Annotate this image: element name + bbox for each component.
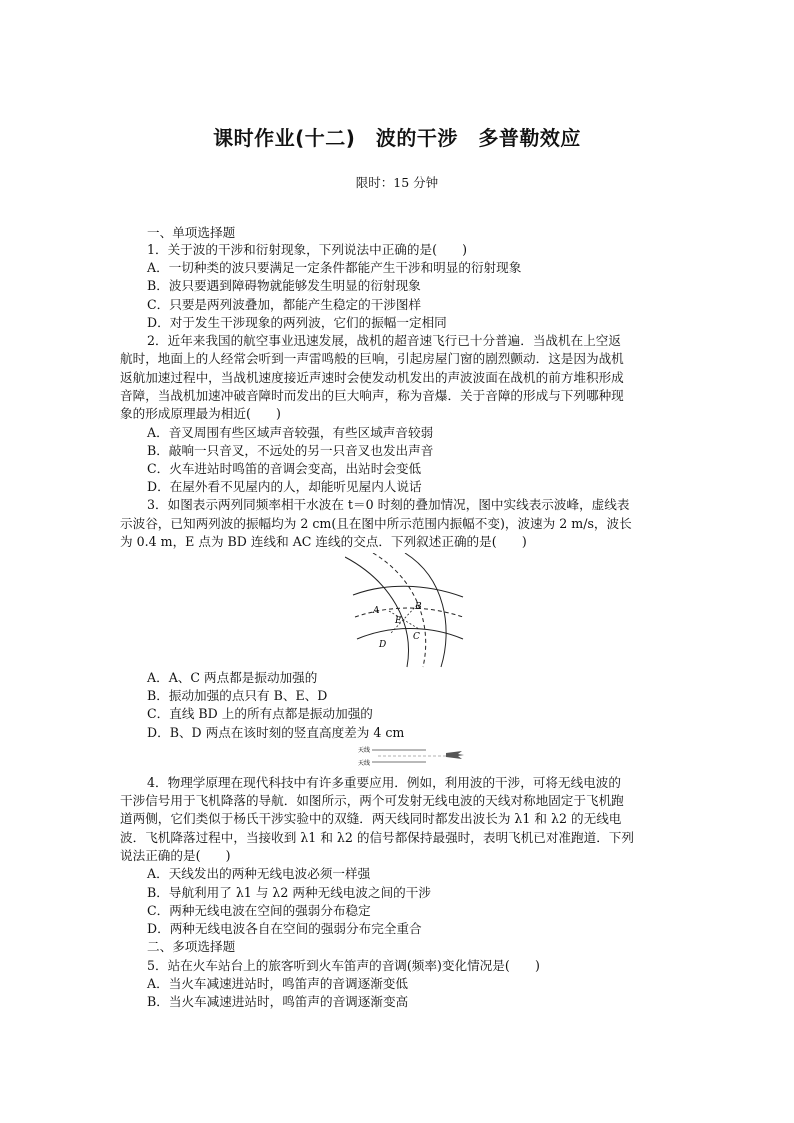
q4-stem-line-2: 干涉信号用于飞机降落的导航．如图所示，两个可发射无线电波的天线对称地固定于飞机跑 xyxy=(120,793,624,808)
q4-option-c: C．两种无线电波在空间的强弱分布稳定 xyxy=(147,903,371,918)
q3-point-b-label: B xyxy=(415,602,422,612)
q4-stem-line-3: 道两侧，它们类似于杨氏干涉实验中的双缝．两天线同时都发出波长为 λ1 和 λ2 的无线电 xyxy=(120,811,622,826)
q2-option-b: B．敲响一只音叉，不远处的另一只音叉也发出声音 xyxy=(147,443,434,458)
q3-interference-figure xyxy=(345,553,465,668)
q3-point-e-label: E xyxy=(395,616,402,626)
q1-option-b: B．波只要遇到障碍物就能够发生明显的衍射现象 xyxy=(147,278,421,293)
q4-option-b: B．导航利用了 λ1 与 λ2 两种无线电波之间的干涉 xyxy=(147,885,431,900)
q1-stem: 1．关于波的干涉和衍射现象，下列说法中正确的是( ) xyxy=(147,242,468,257)
q3-option-a: A．A、C 两点都是振动加强的 xyxy=(147,670,318,685)
q4-antenna-top-label: 天线 xyxy=(358,747,371,754)
section-heading-single: 一、单项选择题 xyxy=(147,225,236,240)
q5-option-a: A．当火车减速进站时，鸣笛声的音调逐渐变低 xyxy=(147,976,408,991)
q1-option-a: A．一切种类的波只要满足一定条件都能产生干涉和明显的衍射现象 xyxy=(147,260,522,275)
section-heading-multi: 二、多项选择题 xyxy=(147,939,236,954)
q2-stem-line-5: 象的形成原理最为相近( ) xyxy=(120,406,281,421)
q5-option-b: B．当火车减速进站时，鸣笛声的音调逐渐变高 xyxy=(147,994,409,1009)
q3-stem-line-3: 为 0.4 m，E 点为 BD 连线和 AC 连线的交点．下列叙述正确的是( ) xyxy=(120,534,527,549)
q4-stem-line-4: 波．飞机降落过程中，当接收到 λ1 和 λ2 的信号都保持最强时，表明飞机已对准跑道．下列 xyxy=(120,830,634,845)
q2-stem-line-1: 2．近年来我国的航空事业迅速发展，战机的超音速飞行已十分普遍．当战机在上空返 xyxy=(147,333,621,348)
q4-option-a: A．天线发出的两种无线电波必须一样强 xyxy=(147,866,371,881)
airplane-icon xyxy=(446,751,464,759)
q4-option-d: D．两种无线电波各自在空间的强弱分布完全重合 xyxy=(147,921,422,936)
q4-stem-line-1: 4．物理学原理在现代科技中有许多重要应用．例如，利用波的干涉，可将无线电波的 xyxy=(147,775,621,790)
q4-stem-line-5: 说法正确的是( ) xyxy=(120,848,231,863)
q2-stem-line-2: 航时，地面上的人经常会听到一声雷鸣般的巨响，引起房屋门窗的剧烈颤动．这是因为战机 xyxy=(120,351,624,366)
q4-runway-figure xyxy=(358,743,468,767)
q3-point-c-label: C xyxy=(413,632,420,642)
q3-option-d: D．B、D 两点在该时刻的竖直高度差为 4 cm xyxy=(147,725,405,740)
q3-stem-line-1: 3．如图表示两列同频率相干水波在 t＝0 时刻的叠加情况，图中实线表示波峰，虚线表 xyxy=(147,497,630,512)
q3-stem-line-2: 示波谷，已知两列波的振幅均为 2 cm(且在图中所示范围内振幅不变)，波速为 2 m/s，波长 xyxy=(120,516,632,531)
q2-option-a: A．音叉周围有些区域声音较强，有些区域声音较弱 xyxy=(147,425,434,440)
q2-stem-line-4: 音障，当战机加速冲破音障时而发出的巨大响声，称为音爆．关于音障的形成与下列哪种现 xyxy=(120,388,624,403)
q2-option-d: D．在屋外看不见屋内的人，却能听见屋内人说话 xyxy=(147,479,422,494)
q3-option-b: B．振动加强的点只有 B、E、D xyxy=(147,688,328,703)
q2-option-c: C．火车进站时鸣笛的音调会变高，出站时会变低 xyxy=(147,461,422,476)
q3-point-a-label: A xyxy=(373,606,380,616)
time-limit: 限时：15 分钟 xyxy=(355,175,439,190)
page-title: 课时作业(十二) 波的干涉 多普勒效应 xyxy=(213,126,581,150)
q1-option-c: C．只要是两列波叠加，都能产生稳定的干涉图样 xyxy=(147,297,422,312)
q1-option-d: D．对于发生干涉现象的两列波，它们的振幅一定相同 xyxy=(147,315,447,330)
q4-antenna-bottom-label: 天线 xyxy=(358,760,371,767)
q3-option-c: C．直线 BD 上的所有点都是振动加强的 xyxy=(147,706,373,721)
q3-point-d-label: D xyxy=(379,640,387,650)
q2-stem-line-3: 返航加速过程中，当战机速度接近声速时会使发动机发出的声波波面在战机的前方堆积形成 xyxy=(120,370,624,385)
q5-stem: 5．站在火车站台上的旅客听到火车笛声的音调(频率)变化情况是( ) xyxy=(147,958,540,973)
